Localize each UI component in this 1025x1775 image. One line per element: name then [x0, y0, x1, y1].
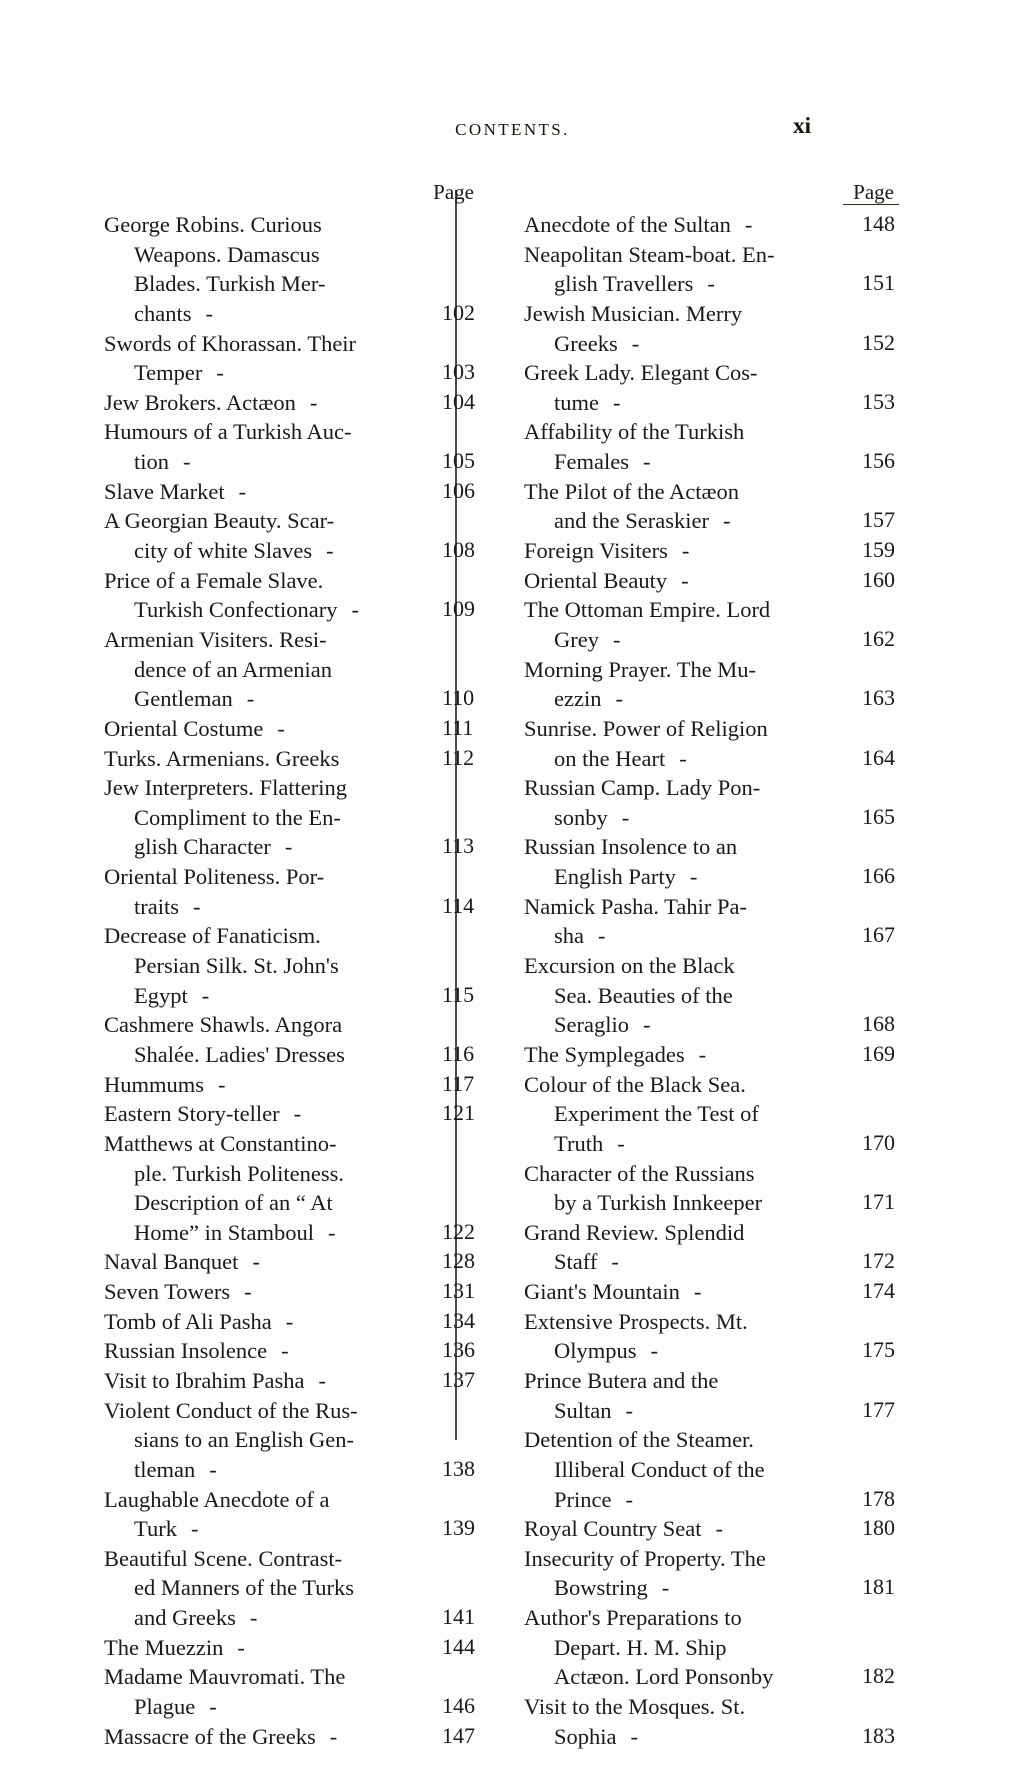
contents-entry[interactable]	[104, 477, 490, 507]
contents-entry[interactable]	[104, 506, 490, 565]
entry-leader-dash: -	[318, 1367, 327, 1393]
entry-page-number: 166	[862, 863, 895, 889]
entry-page-number: 183	[862, 1722, 895, 1748]
contents-entry[interactable]	[524, 1040, 910, 1070]
entry-page-number: 113	[442, 833, 475, 859]
contents-entry[interactable]	[104, 417, 490, 476]
entry-leader-dash: -	[611, 1249, 619, 1275]
entry-text-line: Oriental Costume	[104, 715, 264, 741]
entry-text-line: Affability of the Turkish	[524, 419, 745, 445]
entry-page-number: 139	[442, 1515, 475, 1541]
running-head: CONTENTS.	[455, 120, 570, 139]
entry-text-line: Grey	[554, 626, 599, 652]
entry-text-line: Laughable Anecdote of a	[104, 1486, 330, 1512]
entry-leader-dash: -	[281, 1338, 289, 1364]
entry-text-line: Foreign Visiters	[524, 538, 668, 564]
contents-entry[interactable]	[104, 744, 490, 774]
entry-page-number: 147	[442, 1722, 475, 1748]
entry-text-line: Olympus	[554, 1338, 637, 1364]
entry-page-number: 106	[442, 477, 475, 503]
entry-text-line: Decrease of Fanaticism.	[104, 923, 321, 949]
contents-list-right	[524, 210, 910, 1751]
contents-entry[interactable]	[524, 1307, 910, 1366]
entry-text-line: Illiberal Conduct of the	[554, 1456, 765, 1482]
entry-leader-dash: -	[625, 1397, 634, 1423]
entry-text-line: Jew Interpreters. Flattering	[104, 775, 348, 801]
contents-entry[interactable]	[524, 566, 910, 596]
contents-entry[interactable]	[524, 1366, 910, 1425]
entry-text-line: Plague	[134, 1694, 196, 1720]
entry-leader-dash: -	[650, 1338, 659, 1364]
entry-text-line: Swords of Khorassan. Their	[104, 330, 357, 356]
contents-entry[interactable]	[104, 862, 490, 921]
contents-entry[interactable]	[524, 1603, 910, 1692]
entry-leader-dash: -	[630, 1723, 639, 1749]
entry-text-line: ed Manners of the Turks	[134, 1575, 354, 1601]
entry-leader-dash: -	[661, 1575, 670, 1601]
entry-text-line: Matthews at Constantino-	[104, 1130, 337, 1156]
contents-entry[interactable]	[524, 655, 910, 714]
entry-text-line: Sea. Beauties of the	[554, 982, 733, 1008]
contents-entry[interactable]	[104, 714, 490, 744]
entry-leader-dash: -	[615, 686, 623, 712]
entry-leader-dash: -	[218, 1071, 226, 1097]
entry-page-number: 110	[442, 685, 475, 711]
contents-entry[interactable]	[104, 1277, 490, 1307]
entry-text-line: Humours of a Turkish Auc-	[104, 419, 352, 445]
entry-leader-dash: -	[693, 1279, 702, 1305]
entry-text-line: traits	[134, 893, 179, 919]
entry-leader-dash: -	[679, 745, 687, 771]
contents-entry[interactable]	[104, 1366, 490, 1396]
entry-text-line: glish Travellers	[554, 271, 694, 297]
contents-column-right	[498, 180, 910, 1751]
entry-text-line: Violent Conduct of the Rus-	[104, 1397, 358, 1423]
entry-leader-dash: -	[209, 1456, 217, 1482]
entry-text-line: Excursion on the Black	[524, 953, 735, 979]
entry-text-line: Extensive Prospects. Mt.	[524, 1308, 748, 1334]
contents-entry[interactable]	[524, 1277, 910, 1307]
entry-leader-dash: -	[625, 1486, 633, 1512]
entry-page-number: 175	[862, 1337, 895, 1363]
entry-text-line: The Pilot of the Actæon	[524, 478, 739, 504]
entry-leader-dash: -	[642, 449, 651, 475]
entry-leader-dash: -	[744, 212, 753, 237]
entry-text-line: Greeks	[554, 330, 618, 356]
entry-text-line: ezzin	[554, 686, 602, 712]
entry-text-line: Oriental Politeness. Por-	[104, 864, 325, 890]
contents-entry[interactable]	[524, 951, 910, 1040]
entry-text-line: Grand Review. Splendid	[524, 1219, 745, 1245]
entry-leader-dash: -	[277, 715, 285, 741]
entry-page-number: 128	[442, 1248, 475, 1274]
entry-page-number: 174	[862, 1278, 895, 1304]
contents-entry[interactable]	[104, 566, 490, 625]
entry-text-line: tleman	[134, 1456, 196, 1482]
entry-text-line: Turks. Armenians. Greeks	[104, 745, 340, 771]
page-label-underline	[843, 204, 899, 205]
contents-entry[interactable]	[104, 329, 490, 388]
contents-entry[interactable]	[524, 536, 910, 566]
entry-text-line: sians to an English Gen-	[134, 1427, 354, 1453]
entry-text-line: Sultan	[554, 1397, 612, 1423]
contents-entry[interactable]	[104, 1633, 490, 1663]
contents-entry[interactable]	[524, 1692, 910, 1751]
entry-text-line: Madame Mauvromati. The	[104, 1664, 346, 1690]
entry-text-line: ple. Turkish Politeness.	[134, 1160, 345, 1186]
entry-text-line: Turkish Confectionary	[134, 597, 338, 623]
entry-text-line: The Muezzin	[104, 1634, 224, 1660]
entry-page-number: 111	[442, 714, 474, 740]
entry-page-number: 109	[442, 596, 475, 622]
entry-page-number: 164	[862, 744, 895, 770]
entry-leader-dash: -	[209, 1694, 217, 1720]
entry-leader-dash: -	[698, 1041, 707, 1067]
entry-leader-dash: -	[681, 538, 690, 564]
contents-entry[interactable]	[104, 1485, 490, 1544]
entry-page-number: 102	[442, 299, 475, 325]
entry-page-number: 168	[862, 1011, 895, 1037]
entry-text-line: Giant's Mountain	[524, 1279, 680, 1305]
entry-leader-dash: -	[293, 1101, 302, 1127]
entry-page-number: 157	[862, 507, 895, 533]
contents-entry[interactable]	[524, 714, 910, 773]
entry-text-line: Royal Country Seat	[524, 1516, 702, 1542]
entry-text-line: Sophia	[554, 1723, 617, 1749]
entry-page-number: 172	[862, 1248, 895, 1274]
contents-entry[interactable]	[104, 1247, 490, 1277]
page-label-left: Page	[433, 180, 474, 204]
entry-leader-dash: -	[351, 597, 360, 623]
entry-text-line: Naval Banquet	[104, 1249, 239, 1275]
entry-text-line: Price of a Female Slave.	[104, 567, 324, 593]
entry-text-line: Compliment to the En-	[134, 804, 341, 830]
entry-leader-dash: -	[249, 1605, 258, 1631]
entry-leader-dash: -	[193, 893, 201, 919]
entry-text-line: Weapons. Damascus	[134, 241, 320, 267]
entry-page-number: 138	[442, 1455, 475, 1481]
entry-text-line: Neapolitan Steam-boat. En-	[524, 241, 775, 267]
entry-page-number: 146	[442, 1693, 475, 1719]
entry-text-line: Insecurity of Property. The	[524, 1545, 766, 1571]
entry-page-number: 144	[442, 1633, 475, 1659]
contents-entry[interactable]	[104, 773, 490, 862]
entry-leader-dash: -	[642, 1012, 651, 1038]
entry-text-line: and the Seraskier	[554, 508, 709, 534]
entry-text-line: Hummums	[104, 1071, 205, 1097]
entry-text-line: Russian Insolence to an	[524, 834, 738, 860]
entry-text-line: Experiment the Test of	[554, 1101, 759, 1127]
entry-leader-dash: -	[612, 626, 621, 652]
entry-leader-dash: -	[707, 271, 715, 297]
entry-page-number: 136	[442, 1337, 475, 1363]
entry-page-number: 112	[442, 744, 475, 770]
contents-entry[interactable]	[524, 832, 910, 891]
entry-text-line: Females	[554, 449, 629, 475]
entry-text-line: Blades. Turkish Mer-	[134, 271, 326, 297]
entry-page-number: 153	[862, 388, 895, 414]
entry-leader-dash: -	[329, 1723, 338, 1749]
entry-leader-dash: -	[309, 389, 318, 415]
entry-leader-dash: -	[201, 982, 210, 1008]
entry-text-line: A Georgian Beauty. Scar-	[104, 508, 335, 534]
entry-text-line: Beautiful Scene. Contrast-	[104, 1545, 343, 1571]
entry-text-line: Prince	[554, 1486, 612, 1512]
entry-page-number: 134	[442, 1307, 475, 1333]
entry-page-number: 117	[442, 1070, 475, 1096]
entry-leader-dash: -	[715, 1516, 723, 1542]
entry-page-number: 152	[862, 329, 895, 355]
entry-leader-dash: -	[190, 1516, 199, 1542]
entry-text-line: Truth	[554, 1130, 604, 1156]
entry-text-line: by a Turkish Innkeeper	[554, 1190, 763, 1216]
entry-leader-dash: -	[285, 1308, 294, 1334]
entry-text-line: Greek Lady. Elegant Cos-	[524, 360, 758, 386]
page-label-left-wrap	[104, 180, 490, 210]
entry-page-number: 181	[862, 1574, 895, 1600]
entry-leader-dash: -	[183, 449, 191, 475]
contents-entry[interactable]	[104, 1307, 490, 1337]
entry-text-line: Sunrise. Power of Religion	[524, 715, 768, 741]
contents-entry[interactable]	[104, 921, 490, 1010]
entry-text-line: Description of an “ At	[134, 1190, 333, 1216]
contents-list-left	[104, 210, 490, 1751]
contents-entry[interactable]	[104, 1099, 490, 1129]
entry-text-line: Tomb of Ali Pasha	[104, 1308, 272, 1334]
entry-text-line: Staff	[554, 1249, 598, 1275]
entry-text-line: Armenian Visiters. Resi-	[104, 626, 327, 652]
entry-leader-dash: -	[613, 389, 621, 415]
entry-page-number: 141	[442, 1604, 475, 1630]
entry-text-line: Russian Insolence	[104, 1338, 268, 1364]
entry-text-line: Seven Towers	[104, 1279, 231, 1305]
entry-text-line: sonby	[554, 804, 608, 830]
entry-leader-dash: -	[205, 300, 213, 326]
entry-leader-dash: -	[326, 538, 334, 564]
entry-page-number: 151	[862, 270, 895, 296]
entry-leader-dash: -	[327, 1219, 336, 1245]
entry-leader-dash: -	[237, 1634, 245, 1660]
entry-page-number: 170	[862, 1129, 895, 1155]
entry-text-line: glish Character	[134, 834, 271, 860]
entry-leader-dash: -	[238, 478, 247, 504]
entry-page-number: 160	[862, 566, 895, 592]
entry-page-number: 116	[442, 1040, 475, 1066]
entry-text-line: Gentleman	[134, 686, 233, 712]
contents-column-left	[104, 180, 498, 1751]
contents-entry[interactable]	[524, 358, 910, 417]
entry-text-line: Russian Camp. Lady Pon-	[524, 775, 761, 801]
contents-entry[interactable]	[104, 210, 490, 329]
entry-text-line: The Ottoman Empire. Lord	[524, 597, 771, 623]
entry-text-line: Shalée. Ladies' Dresses	[134, 1041, 345, 1067]
contents-entry[interactable]	[104, 1662, 490, 1721]
contents-entry[interactable]	[524, 892, 910, 951]
contents-entry[interactable]	[524, 210, 910, 240]
contents-entry[interactable]	[524, 1425, 910, 1514]
entry-leader-dash: -	[284, 834, 293, 860]
entry-text-line: tion	[134, 449, 170, 475]
entry-text-line: sha	[554, 923, 584, 949]
entry-leader-dash: -	[598, 923, 606, 949]
entry-text-line: on the Heart	[554, 745, 666, 771]
entry-text-line: Oriental Beauty	[524, 567, 668, 593]
entry-text-line: chants	[134, 300, 192, 326]
entry-text-line: tume	[554, 389, 599, 415]
contents-entry[interactable]	[104, 1129, 490, 1248]
entry-page-number: 108	[442, 537, 475, 563]
entry-leader-dash: -	[252, 1249, 260, 1275]
entry-text-line: Colour of the Black Sea.	[524, 1071, 746, 1097]
entry-leader-dash: -	[621, 804, 630, 830]
entry-page-number: 182	[862, 1663, 895, 1689]
entry-leader-dash: -	[722, 508, 731, 534]
entry-text-line: Home” in Stamboul	[134, 1219, 314, 1245]
entry-text-line: Massacre of the Greeks	[104, 1723, 316, 1749]
contents-entry[interactable]	[104, 1070, 490, 1100]
contents-entry[interactable]	[104, 388, 490, 418]
entry-leader-dash: -	[689, 864, 698, 890]
entry-text-line: and Greeks	[134, 1605, 236, 1631]
entry-text-line: Temper	[134, 360, 203, 386]
entry-page-number: 122	[442, 1218, 475, 1244]
contents-entry[interactable]	[524, 240, 910, 299]
contents-entry[interactable]	[524, 299, 910, 358]
entry-page-number: 115	[442, 981, 475, 1007]
entry-page-number: 169	[862, 1040, 895, 1066]
entry-text-line: Eastern Story-teller	[104, 1101, 280, 1127]
entry-page-number: 131	[442, 1278, 475, 1304]
contents-entry[interactable]	[524, 1544, 910, 1603]
entry-page-number: 121	[442, 1100, 475, 1126]
entry-text-line: The Symplegades	[524, 1041, 685, 1067]
entry-text-line: Jew Brokers. Actæon	[104, 389, 296, 415]
contents-entry[interactable]	[524, 1070, 910, 1159]
contents-entry[interactable]	[104, 1396, 490, 1485]
entry-page-number: 163	[862, 685, 895, 711]
entry-text-line: Detention of the Steamer.	[524, 1427, 754, 1453]
entry-text-line: Cashmere Shawls. Angora	[104, 1012, 343, 1038]
entry-text-line: Namick Pasha. Tahir Pa-	[524, 893, 747, 919]
entry-page-number: 165	[862, 803, 895, 829]
entry-text-line: city of white Slaves	[134, 538, 313, 564]
page-label-right-wrap	[524, 180, 910, 210]
entry-page-number: 156	[862, 448, 895, 474]
page-folio-number: xi	[793, 113, 811, 138]
entry-text-line: Turk	[134, 1516, 177, 1542]
contents-entry[interactable]	[104, 1336, 490, 1366]
entry-text-line: Seraglio	[554, 1012, 629, 1038]
contents-columns	[104, 180, 916, 1751]
contents-entry[interactable]	[524, 773, 910, 832]
contents-entry[interactable]	[524, 1159, 910, 1218]
contents-entry[interactable]	[524, 1514, 910, 1544]
contents-entry[interactable]	[524, 477, 910, 536]
contents-entry[interactable]	[524, 595, 910, 654]
entry-text-line: Egypt	[134, 982, 188, 1008]
entry-leader-dash: -	[631, 330, 640, 356]
contents-entry[interactable]	[104, 625, 490, 714]
entry-page-number: 180	[862, 1515, 895, 1541]
entry-text-line: Persian Silk. St. John's	[134, 953, 339, 979]
entry-page-number: 162	[862, 625, 895, 651]
entry-leader-dash: -	[216, 360, 224, 386]
entry-text-line: Morning Prayer. The Mu-	[524, 656, 757, 682]
entry-text-line: George Robins. Curious	[104, 212, 322, 237]
entry-text-line: Jewish Musician. Merry	[524, 300, 743, 326]
entry-text-line: Depart. H. M. Ship	[554, 1634, 727, 1660]
entry-page-number: 171	[862, 1189, 895, 1215]
entry-leader-dash: -	[246, 686, 255, 712]
entry-text-line: Actæon. Lord Ponsonby	[554, 1664, 774, 1690]
contents-entry[interactable]	[104, 1010, 490, 1069]
contents-entry[interactable]	[524, 417, 910, 476]
page-label-right: Page	[853, 180, 894, 204]
entry-page-number: 103	[442, 359, 475, 385]
entry-text-line: Prince Butera and the	[524, 1367, 719, 1393]
entry-text-line: Author's Preparations to	[524, 1605, 742, 1631]
entry-page-number: 178	[862, 1485, 895, 1511]
entry-page-number: 167	[862, 922, 895, 948]
entry-page-number: 114	[442, 892, 475, 918]
entry-text-line: Anecdote of the Sultan	[524, 212, 731, 237]
entry-text-line: Visit to Ibrahim Pasha	[104, 1367, 305, 1393]
entry-page-number: 104	[442, 388, 475, 414]
entry-text-line: Slave Market	[104, 478, 225, 504]
entry-text-line: dence of an Armenian	[134, 656, 333, 682]
entry-leader-dash: -	[617, 1130, 625, 1156]
entry-text-line: English Party	[554, 864, 676, 890]
entry-page-number: 105	[442, 448, 475, 474]
entry-page-number: 159	[862, 537, 895, 563]
entry-leader-dash: -	[244, 1279, 252, 1305]
contents-entry[interactable]	[104, 1722, 490, 1752]
contents-entry[interactable]	[104, 1544, 490, 1633]
contents-entry[interactable]	[524, 1218, 910, 1277]
entry-page-number: 148	[862, 211, 895, 236]
entry-page-number: 177	[862, 1396, 895, 1422]
entry-page-number: 137	[442, 1366, 475, 1392]
entry-text-line: Bowstring	[554, 1575, 648, 1601]
entry-text-line: Character of the Russians	[524, 1160, 755, 1186]
entry-leader-dash: -	[681, 567, 689, 593]
entry-text-line: Visit to the Mosques. St.	[524, 1694, 746, 1720]
